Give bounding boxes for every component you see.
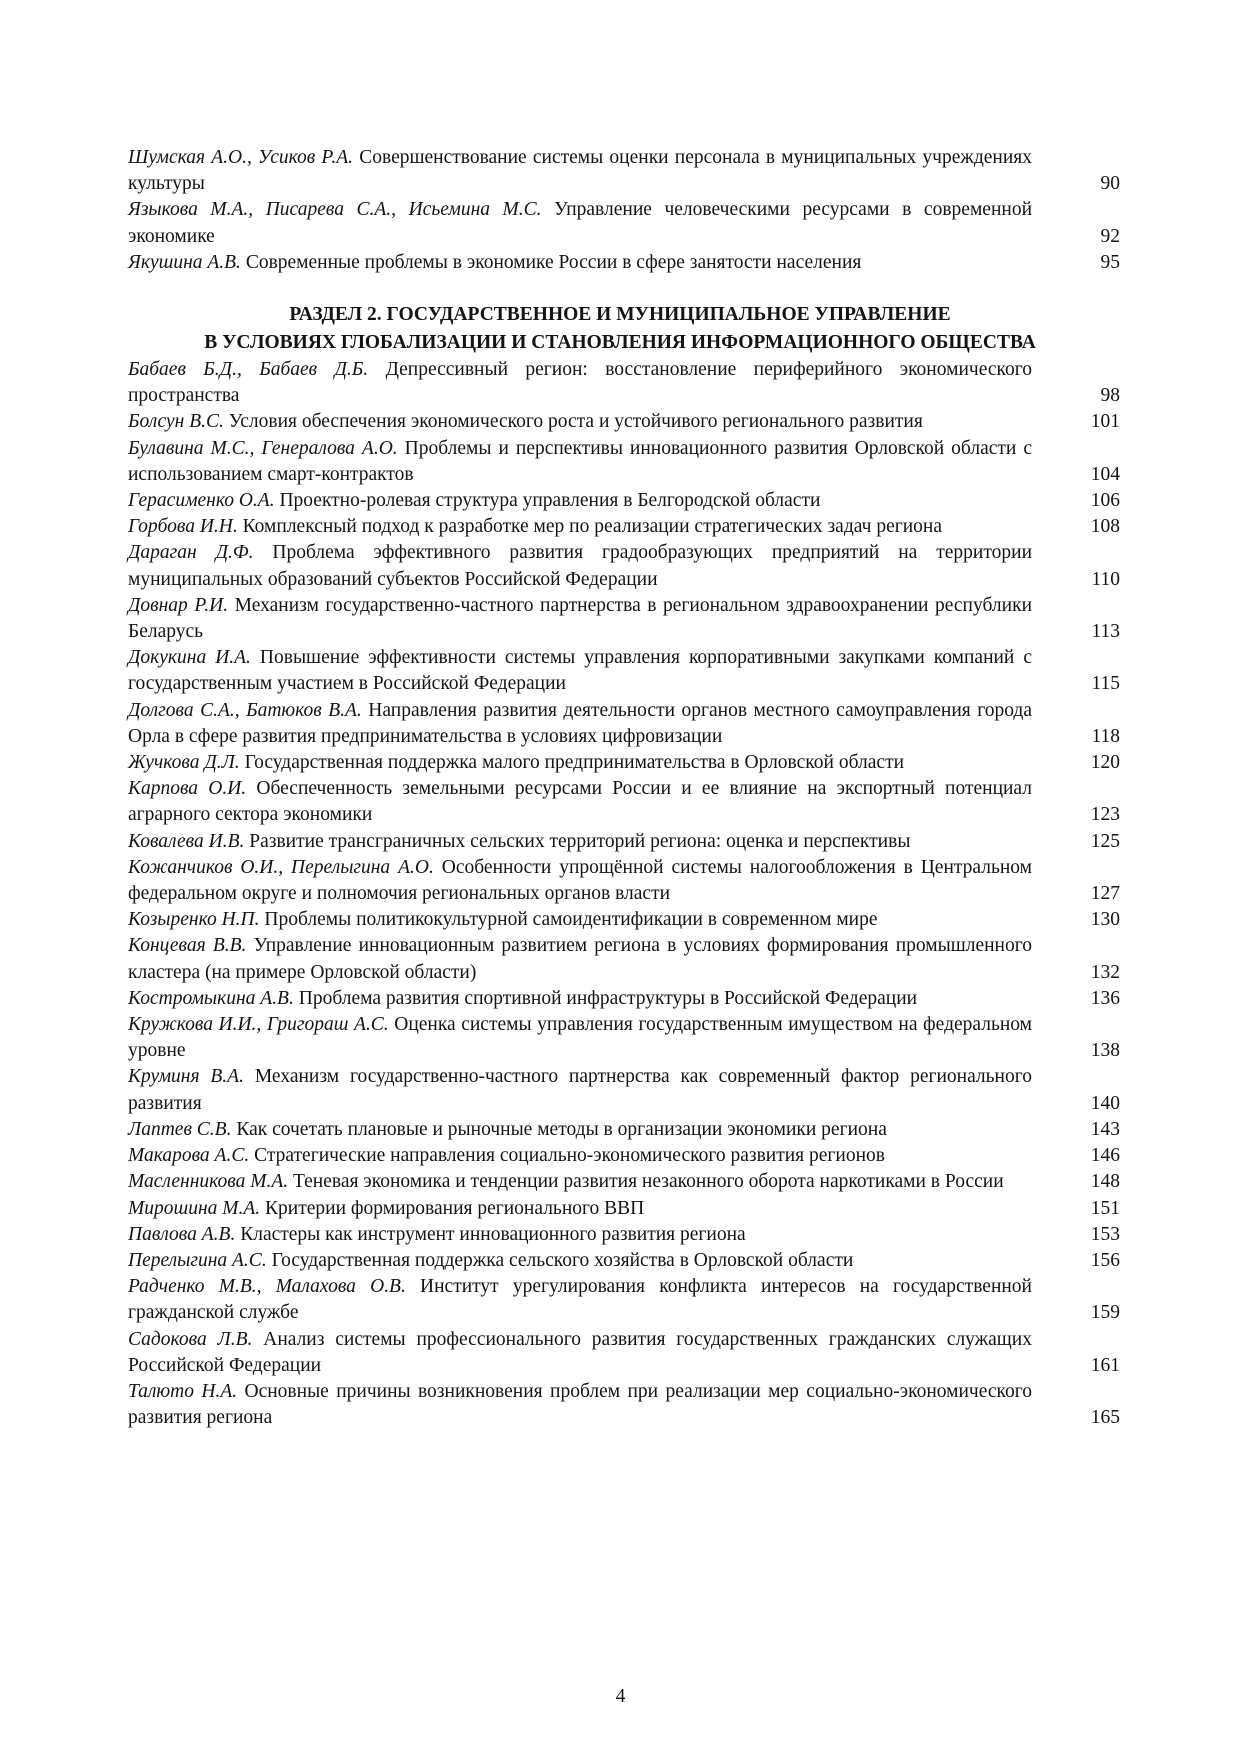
toc-entry-page: 108	[1090, 516, 1120, 538]
toc-entry-text	[128, 540, 1032, 592]
toc-entry-text	[128, 855, 1032, 907]
toc-entry-title: Как сочетать плановые и рыночные методы в организации экономики региона	[236, 1118, 887, 1140]
toc-entry-author: Кружкова И.И., Григораш А.С.	[128, 1014, 389, 1036]
toc-entry	[128, 698, 1120, 750]
toc-entry-title: Направления развития деятельности органов местного самоуправления города Орла в сфере развития предпринимательства в условиях цифровизации	[128, 699, 1032, 747]
toc-entry-author: Шумская А.О., Усиков Р.А.	[128, 147, 354, 168]
toc-entry-page: 143	[1090, 1118, 1120, 1140]
toc-entry-text	[128, 145, 1032, 197]
toc-entry-page: 113	[1091, 621, 1120, 643]
toc-entry-title: Совершенствование системы оценки персонала в муниципальных учреждениях культуры	[128, 147, 1033, 195]
toc-entry-text	[128, 1064, 1032, 1116]
toc-entry-author: Карпова О.И.	[128, 778, 247, 800]
toc-entries-main	[128, 357, 1120, 1431]
toc-entry-page: 101	[1090, 411, 1120, 433]
toc-entry	[128, 145, 1120, 197]
toc-entry-page: 92	[1100, 225, 1120, 247]
toc-entry-author: Костромыкина А.В.	[128, 987, 294, 1009]
toc-entry-title: Механизм государственно-частного партнерства в региональном здравоохранении республики Беларусь	[128, 594, 1032, 643]
toc-entry-text	[128, 197, 1032, 249]
toc-entry-author: Бабаев Б.Д., Бабаев Д.Б.	[128, 359, 369, 380]
toc-entry	[128, 1248, 1120, 1274]
toc-entry	[128, 409, 1120, 435]
toc-entry-author: Масленникова М.А.	[128, 1171, 289, 1193]
toc-entry-text	[128, 1117, 1032, 1143]
toc-entry-text	[128, 593, 1032, 645]
toc-entry-author: Талюто Н.А.	[128, 1380, 238, 1402]
section-heading-line2: В УСЛОВИЯХ ГЛОБАЛИЗАЦИИ И СТАНОВЛЕНИЯ ИНФОРМАЦИОННОГО ОБЩЕСТВА	[204, 332, 1036, 353]
toc-entry-title: Особенности упрощённой системы налогообложения в Центральном федеральном округе и полномочия региональных органов власти	[128, 856, 1033, 905]
toc-entry-author: Круминя В.А.	[128, 1066, 244, 1088]
toc-entry-author: Лаптев С.В.	[128, 1118, 232, 1140]
toc-entry	[128, 1117, 1120, 1143]
toc-entry	[128, 514, 1120, 540]
toc-entry-text	[128, 436, 1032, 488]
toc-entry-text	[128, 698, 1032, 750]
toc-entry-page: 130	[1090, 909, 1120, 931]
toc-entry-text	[128, 488, 1032, 514]
toc-entry-page: 127	[1090, 883, 1120, 905]
toc-entry-page: 90	[1100, 173, 1120, 195]
toc-entry-author: Концевая В.В.	[128, 935, 247, 957]
toc-entry-title: Кластеры как инструмент инновационного развития региона	[240, 1223, 746, 1245]
toc-entry-text	[128, 1222, 1032, 1248]
toc-entry-title: Институт урегулирования конфликта интересов на государственной гражданской службе	[128, 1276, 1032, 1324]
toc-entry-text	[128, 750, 1032, 776]
toc-entry-title: Проектно-ролевая структура управления в Белгородской области	[279, 490, 821, 512]
toc-entry-author: Кожанчиков О.И., Перелыгина А.О.	[128, 856, 434, 878]
toc-entry-title: Проблемы политикокультурной самоидентификации в современном мире	[264, 909, 878, 931]
toc-entry-author: Садокова Л.В.	[128, 1328, 253, 1350]
toc-entry	[128, 357, 1120, 409]
toc-entry-title: Основные причины возникновения проблем при реализации мер социально-экономического развития региона	[128, 1380, 1033, 1429]
toc-entry	[128, 776, 1120, 828]
toc-entry-page: 151	[1090, 1197, 1120, 1219]
toc-entries-top	[128, 145, 1120, 276]
toc-entry	[128, 986, 1120, 1012]
toc-entry-text	[128, 1248, 1032, 1274]
section-heading-line1: РАЗДЕЛ 2. ГОСУДАРСТВЕННОЕ И МУНИЦИПАЛЬНОЕ УПРАВЛЕНИЕ	[289, 304, 951, 325]
toc-entry	[128, 829, 1120, 855]
toc-entry	[128, 1169, 1120, 1195]
section-heading	[120, 301, 1120, 357]
toc-entry-page: 106	[1090, 490, 1120, 512]
toc-entry-page: 123	[1090, 804, 1120, 826]
toc-entry-page: 110	[1091, 568, 1120, 590]
toc-entry-author: Булавина М.С., Генералова А.О.	[128, 437, 398, 459]
toc-entry-text	[128, 250, 1032, 276]
toc-entry-title: Анализ системы профессионального развития государственных гражданских служащих Российской Федерации	[128, 1328, 1032, 1376]
toc-entry-title: Государственная поддержка малого предпринимательства в Орловской области	[244, 752, 905, 774]
toc-entry	[128, 197, 1120, 249]
toc-entry-author: Козыренко Н.П.	[128, 909, 260, 931]
toc-entry-author: Макарова А.С.	[128, 1145, 250, 1167]
toc-entry-page: 153	[1090, 1223, 1120, 1245]
toc-entry-page: 146	[1090, 1145, 1120, 1167]
toc-entry-page: 95	[1100, 251, 1120, 273]
toc-entry-title: Современные проблемы в экономике России в сфере занятости населения	[245, 251, 862, 273]
toc-entry-text	[128, 1196, 1032, 1222]
toc-entry-page: 98	[1100, 385, 1120, 407]
toc-entry-author: Жучкова Д.Л.	[128, 752, 240, 774]
toc-entry	[128, 855, 1120, 907]
toc-entry-page: 120	[1090, 752, 1120, 774]
toc-entry-title: Развитие трансграничных сельских территорий региона: оценка и перспективы	[249, 830, 911, 852]
toc-entry-author: Дараган Д.Ф.	[128, 542, 254, 564]
toc-entry-title: Депрессивный регион: восстановление периферийного экономического пространства	[128, 359, 1032, 407]
toc-entry	[128, 1274, 1120, 1326]
toc-entry-text	[128, 986, 1032, 1012]
toc-entry-text	[128, 1274, 1032, 1326]
toc-entry-author: Перелыгина А.С.	[128, 1249, 267, 1271]
toc-entry	[128, 1327, 1120, 1379]
toc-entry-title: Проблемы и перспективы инновационного развития Орловской области с использованием смарт-контрактов	[128, 437, 1032, 485]
toc-entry-title: Комплексный подход к разработке мер по реализации стратегических задач региона	[242, 516, 942, 538]
toc-entry	[128, 907, 1120, 933]
toc-entry	[128, 488, 1120, 514]
toc-entry-author: Довнар Р.И.	[128, 594, 229, 616]
toc-entry-page: 118	[1091, 725, 1120, 747]
toc-entry	[128, 1064, 1120, 1116]
toc-entry-page: 115	[1091, 673, 1120, 695]
toc-entry-author: Языкова М.А., Писарева С.А., Исьемина М.С.	[128, 199, 542, 221]
toc-entry-text	[128, 829, 1032, 855]
toc-entry	[128, 645, 1120, 697]
toc-entry	[128, 933, 1120, 985]
toc-entry-text	[128, 645, 1032, 697]
toc-entry-text	[128, 907, 1032, 933]
toc-entry-text	[128, 409, 1032, 435]
toc-entry	[128, 1379, 1120, 1431]
toc-entry-author: Докукина И.А.	[128, 647, 251, 669]
toc-entry-author: Долгова С.А., Батюков В.А.	[128, 699, 362, 721]
toc-entry-text	[128, 776, 1032, 828]
toc-entry	[128, 593, 1120, 645]
toc-entry-title: Условия обеспечения экономического роста и устойчивого регионального развития	[228, 411, 923, 433]
toc-entry	[128, 1012, 1120, 1064]
toc-entry-text	[128, 1143, 1032, 1169]
toc-entry-page: 140	[1090, 1092, 1120, 1114]
toc-entry	[128, 750, 1120, 776]
toc-entry-author: Мирошина М.А.	[128, 1197, 261, 1219]
toc-entry-title: Механизм государственно-частного партнерства как современный фактор регионального развития	[128, 1066, 1033, 1114]
toc-entry-title: Проблема эффективного развития градообразующих предприятий на территории муниципальных образований субъектов Российской Федерации	[128, 542, 1032, 590]
toc-entry	[128, 1222, 1120, 1248]
toc-entry-title: Оценка системы управления государственным имуществом на федеральном уровне	[128, 1014, 1033, 1062]
toc-entry-page: 138	[1090, 1040, 1120, 1062]
toc-entry-author: Горбова И.Н.	[128, 516, 238, 538]
toc-entry-author: Болсун В.С.	[128, 411, 224, 433]
toc-entry-title: Управление инновационным развитием региона в условиях формирования промышленного кластера (на примере Орловской области)	[128, 935, 1032, 983]
toc-entry-page: 161	[1090, 1354, 1120, 1376]
toc-entry-text	[128, 1169, 1032, 1195]
toc-entry	[128, 1143, 1120, 1169]
toc-entry-title: Государственная поддержка сельского хозяйства в Орловской области	[271, 1249, 854, 1271]
toc-entry	[128, 436, 1120, 488]
toc-entry-page: 148	[1090, 1171, 1120, 1193]
toc-entry-title: Теневая экономика и тенденции развития незаконного оборота наркотиками в России	[292, 1171, 1004, 1193]
toc-entry-author: Павлова А.В.	[128, 1223, 236, 1245]
toc-entry-title: Обеспеченность земельными ресурсами России и ее влияние на экспортный потенциал аграрного сектора экономики	[128, 778, 1032, 826]
toc-entry-title: Стратегические направления социально-экономического развития регионов	[254, 1145, 886, 1167]
toc-entry-text	[128, 357, 1032, 409]
toc-entry-page: 125	[1090, 830, 1120, 852]
toc-entry-text	[128, 514, 1032, 540]
page-number: 4	[615, 1686, 626, 1707]
toc-entry-page: 156	[1090, 1249, 1120, 1271]
toc-entry-title: Проблема развития спортивной инфраструктуры в Российской Федерации	[298, 987, 918, 1009]
toc-entry-author: Радченко М.В., Малахова О.В.	[128, 1276, 406, 1298]
toc-entry-page: 159	[1090, 1302, 1120, 1324]
toc-entry-text	[128, 933, 1032, 985]
toc-entry-author: Ковалева И.В.	[128, 830, 245, 852]
toc-entry-page: 132	[1090, 961, 1120, 983]
toc-entry-page: 104	[1090, 463, 1120, 485]
toc-entry-title: Управление человеческими ресурсами в современной экономике	[128, 199, 1032, 247]
toc-entry	[128, 250, 1120, 276]
toc-entry-page: 136	[1090, 987, 1120, 1009]
toc-entry-page: 165	[1090, 1407, 1120, 1429]
toc-entry-text	[128, 1012, 1032, 1064]
toc-entry-text	[128, 1379, 1032, 1431]
toc-entry-author: Герасименко О.А.	[128, 490, 275, 512]
toc-entry-text	[128, 1327, 1032, 1379]
toc-entry	[128, 1196, 1120, 1222]
toc-entry-author: Якушина А.В.	[128, 251, 241, 273]
toc-entry-title: Повышение эффективности системы управления корпоративными закупками компаний с государственным участием в Российской Федерации	[128, 647, 1032, 695]
toc-entry-title: Критерии формирования регионального ВВП	[265, 1197, 645, 1219]
toc-entry	[128, 540, 1120, 592]
